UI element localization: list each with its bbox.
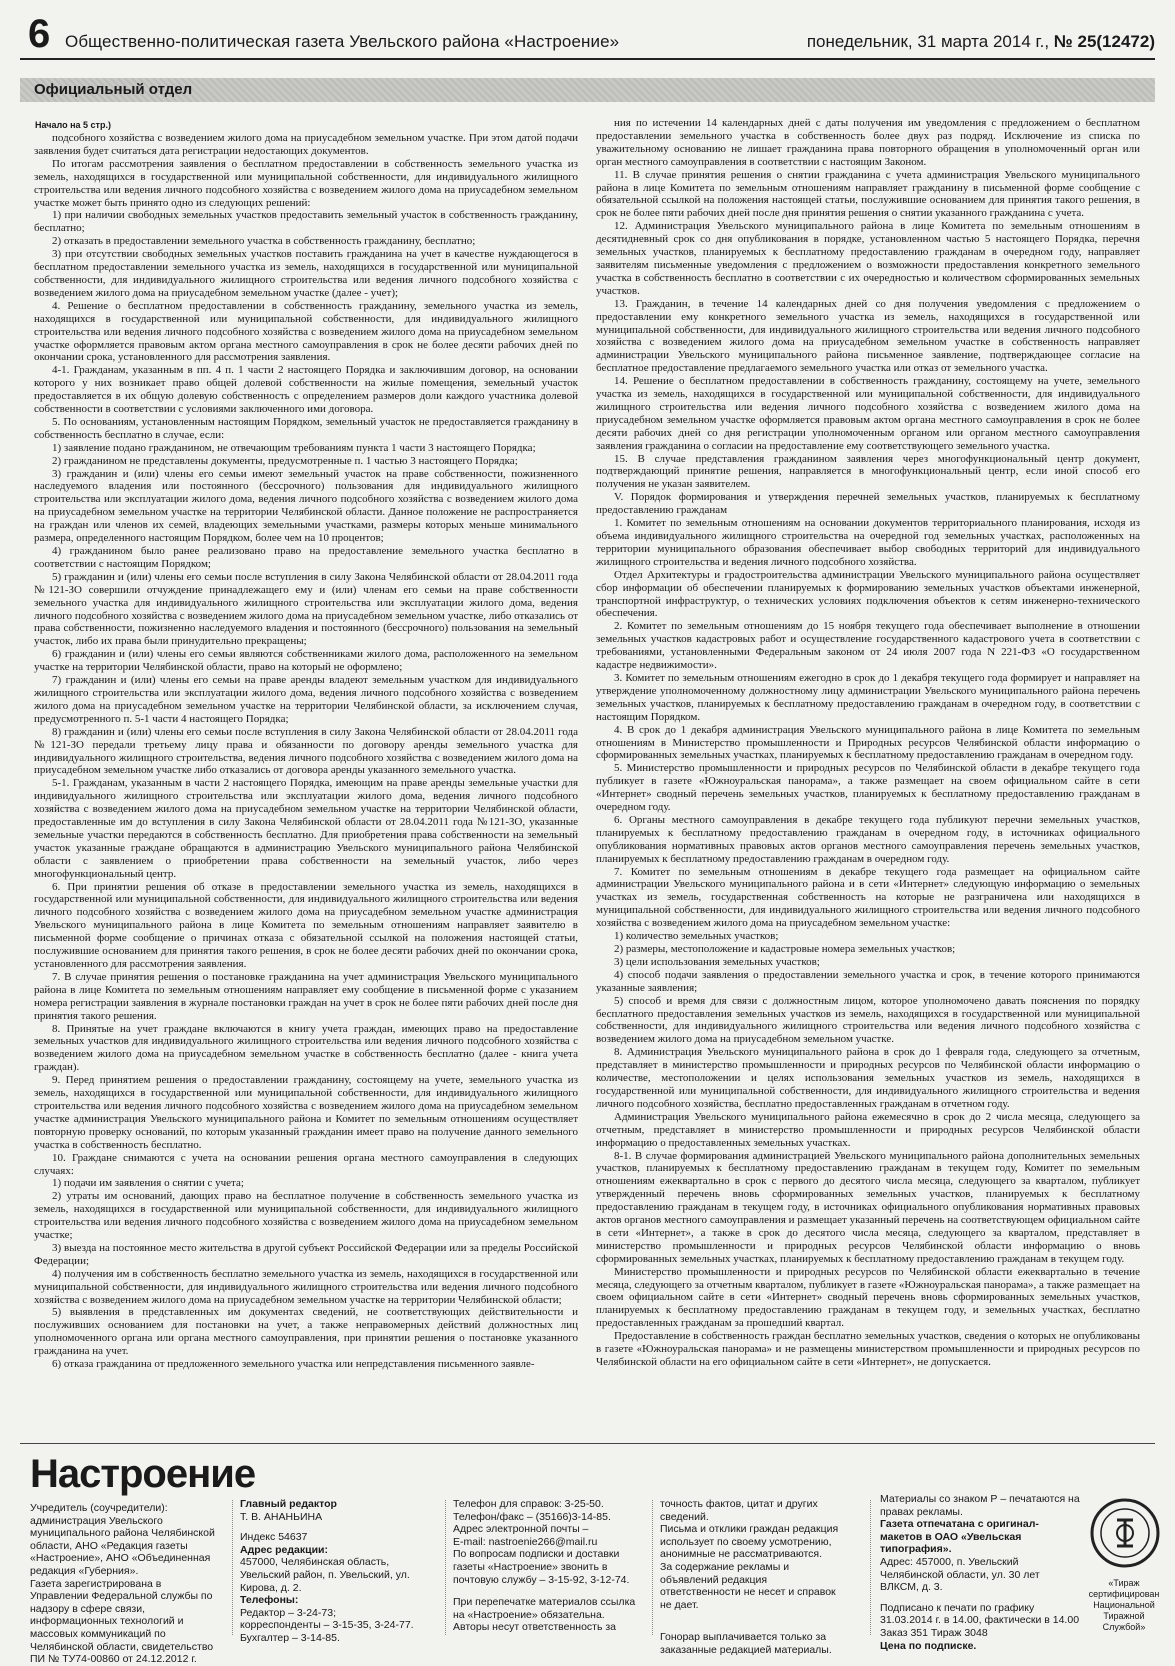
article-paragraph: 5) гражданин и (или) члены его семьи после вступления в силу Закона Челябинской области от 28.04.2011 года №121-ЗО совершили отчуждение принадлежащего ему и (или) членам его семьи на праве собственности земельного участка для индивидуального жилищного строительства или эксплуатации жилого дома, ведения личного подсобного хозяйства с возведением жилого дома на приусадебном земельном участке, либо отказались от права собственности, пожизненно наследуемого владения и постоянного (бессрочного) пользования на земельный участок, либо их права были принудительно прекращены; <box>34 570 578 648</box>
contacts-block <box>453 1498 643 1634</box>
article-paragraph: 8-1. В случае формирования администрацией Увельского муниципального района дополнительных земельных участков, планируемых к бесплатному предоставлению гражданам в текущем году, Комитет по земельным отношениям ежеквартально в срок с первого до десятого числа месяца, следующего за кварталом, публикует утвержденный перечень вновь сформированных земельных участков, планируемых к бесплатному предоставлению гражданам в текущем году, в источниках официального опубликования нормативных правовых актов органов местного самоуправления и размещает указанный перечень на соответствующем официальном сайте в сети «Интернет», а также в срок до десятого числа месяца, следующего за кварталом, представляет в министерство промышленности и природных ресурсов Челябинской области информацию о вновь сформированных земельных участках, планируемых к бесплатному предоставлению гражданам в текущем году. <box>596 1149 1140 1265</box>
article-paragraph: 4) гражданином было ранее реализовано право на предоставление земельного участка бесплатно в соответствии с настоящим Порядком; <box>34 545 578 570</box>
article-paragraph: 6) отказа гражданина от предложенного земельного участка или непредставления письменного заявле- <box>52 1358 535 1371</box>
footer-separator <box>652 1500 653 1635</box>
article-paragraph: 2) утраты им оснований, дающих право на бесплатное получение в собственность земельного участка из земель, находящихся в государственной или муниципальной собственности, для индивидуального жилищного строительства или ведения личного подсобного хозяйства с возведением жилого дома на приусадебном земельном участке; <box>34 1190 578 1242</box>
article-paragraph: 14. Решение о бесплатном предоставлении в собственность гражданину, состоящему на учете, земельного участка из земель, находящихся в государственной или муниципальной собственности, для индивидуального жилищного строительства или ведения личного подсобного хозяйства с возведением жилого дома на приусадебном земельном участке оформляется правовым актом органа местного самоуправления в срок не более десяти рабочих дней со дня регистрации уполномоченным органом или органом местного самоуправления заявления гражданина о согласии на предоставление ему соответствующего земельного участка. <box>596 375 1140 452</box>
article-paragraph: 3) гражданин и (или) члены его семьи имеют земельный участок на праве собственности, пожизненного наследуемого владения или постоянного (бессрочного) пользования для индивидуального жилищного строительства или эксплуатации жилого дома, ведения личного подсобного хозяйства с возведением жилого дома на приусадебном земельном участке на территории Челябинской области. Данное положение не распространяется на граждан или членов их семей, владеющих земельными участками, размеры которых меньше минимального размера, определенного настоящим Порядком, более чем на 10 процентов; <box>34 467 578 545</box>
phones-label: Телефоны: <box>240 1594 299 1607</box>
contact-line: Телефон для справок: 3-25-50. <box>453 1498 604 1510</box>
article-paragraph: 3) выезда на постоянное место жительства в другой субъект Российской Федерации или за пределы Российской Федерации; <box>34 1241 578 1267</box>
article-paragraph: Министерство промышленности и природных ресурсов по Челябинской области ежеквартально в течение месяца, следующего за отчетным кварталом, публикует в газете «Южноуральская панорама», а также размещает на своем официальном сайте в сети «Интернет» сводный перечень вновь сформированных земельных участков, планируемых к бесплатному предоставлению гражданам в текущем году, и земельных участках, бесплатно предоставленных гражданам за прошедший квартал. <box>596 1265 1140 1330</box>
article-paragraph: 4) способ подачи заявления о предоставлении земельного участка и срок, в течение которого принимаются указанные заявления; <box>596 968 1140 994</box>
footer-separator <box>870 1500 871 1635</box>
print-line: Заказ 351 Тираж 3048 <box>880 1626 988 1639</box>
article-paragraph: Предоставление в собственность граждан бесплатно земельных участков, сведения о которых не опубликованы в газете «Южноуральская панорама» и не размещены министерством промышленности и природных ресурсов по Челябинской области на его официальном сайте в сети «Интернет», не допускается. <box>596 1330 1140 1368</box>
print-info-block <box>880 1493 1080 1652</box>
page-header <box>20 12 1155 60</box>
contact-line: Адрес электронной почты – <box>453 1523 589 1536</box>
article-paragraph: 1) количество земельных участков; <box>614 930 779 943</box>
newspaper-logo: Настроение <box>30 1452 256 1496</box>
article-paragraph: 6. При принятии решения об отказе в предоставлении земельного участка из земель, находящихся в государственной или муниципальной собственности, для индивидуального жилищного строительства или ведения личного подсобного хозяйства с возведением жилого дома на приусадебном земельном участке администрация Увельского муниципального района в лице Комитета по земельным отношениям направляет заявителю в письменной форме сообщение о причинах отказа с обязательной ссылкой на положения настоящей статьи, послужившие основанием для принятия такого решения, в срок не более десяти рабочих дней по окончании срока, установленного для рассмотрения заявления. <box>34 880 578 970</box>
article-paragraph: 3) при отсутствии свободных земельных участков поставить гражданина на учет в качестве нуждающегося в бесплатном предоставлении земельного участка из земель, находящихся в государственной или муниципальной собственности, для индивидуального жилищного строительства или ведения личного подсобного хозяйства с возведением жилого дома на приусадебном земельном участке (далее - учет); <box>34 248 578 299</box>
article-paragraph: подсобного хозяйства с возведением жилого дома на приусадебном земельном участке. При этом датой подачи заявления будет считаться дата регистрации недостающих документов. <box>34 132 578 157</box>
circulation-seal-icon <box>1090 1498 1160 1568</box>
article-paragraph: 5. По основаниям, установленным настоящим Порядком, земельный участок не предоставляется гражданину в собственность бесплатно в случае, если: <box>34 415 578 441</box>
footer-separator <box>232 1500 233 1635</box>
founders-text: Учредитель (соучредители): администрация Увельского муниципального района Челябинской области, АНО «Редакция газеты «Настроение», АНО «Объединенная редакция «Губерния». <box>30 1502 215 1577</box>
index-text: Индекс 54637 <box>240 1531 308 1544</box>
responsibility-line: Письма и отклики граждан редакция использует по своему усмотрению, анонимные не рассматриваются. <box>660 1523 839 1561</box>
phone-line: корреспонденты – 3-15-35, 3-24-77. <box>240 1619 414 1632</box>
article-paragraph: 7) гражданин и (или) члены его семьи на праве аренды владеют земельным участком для индивидуального жилищного строительства или эксплуатации жилого дома, ведения личного подсобного хозяйства с возведением жилого дома на приусадебном земельном участке на территории Челябинской области, за исключением случая, предусмотренного п. 5-1 части 4 настоящего Порядка; <box>34 674 578 725</box>
article-paragraph: 7. В случае принятия решения о постановке гражданина на учет администрация Увельского муниципального района в лице Комитета по земельным отношениям направляет ему сообщение в письменной форме с указанием номера регистрации заявления в журнале постановки граждан на учет в срок не более пяти рабочих дней после дня принятия такого решения. <box>34 970 578 1022</box>
print-line: Адрес: 457000, п. Увельский Челябинской области, ул. 30 лет ВЛКСМ, д. 3. <box>880 1555 1040 1594</box>
section-bar <box>20 78 1155 102</box>
continued-note: Начало на 5 стр.) <box>35 120 111 130</box>
article-paragraph: 1) при наличии свободных земельных участков предоставить земельный участок в собственность гражданину, бесплатно; <box>34 209 578 235</box>
article-paragraph: 8. Принятые на учет граждане включаются в книгу учета граждан, имеющих право на предоставление земельных участков для индивидуального жилищного строительства или ведения личного подсобного хозяйства с возведением жилого дома на приусадебном земельном участке в собственность бесплатно (далее - книга учета граждан). <box>34 1022 578 1074</box>
right-article-column <box>596 117 1140 1434</box>
editor-label: Главный редактор <box>240 1498 337 1510</box>
article-paragraph: 8) гражданин и (или) члены его семьи после вступления в силу Закона Челябинской области от 28.04.2011 года №121-ЗО передали третьему лицу права и обязанности по договору аренды земельного участка для индивидуального жилищного строительства, ведения личного подсобного хозяйства с возведением жилого дома на приусадебном земельном участке либо отказались от договора аренды указанного земельного участка. <box>34 725 578 777</box>
article-paragraph: 1) заявление подано гражданином, не отвечающим требованиям пункта 1 части 3 настоящего Порядка; <box>52 441 536 454</box>
issue-date <box>807 32 1155 52</box>
article-paragraph: 5. Министерство промышленности и природных ресурсов по Челябинской области в декабре текущего года публикует в газете «Южноуральская панорама», а также размещает на своем официальном сайте в сети «Интернет» сводный перечень земельных участков, планируемых к бесплатному предоставлению гражданам в очередном году. <box>596 762 1140 814</box>
article-paragraph: 6. Органы местного самоуправления в декабре текущего года публикуют перечни земельных участков, планируемых к бесплатному предоставлению гражданам в очередном году, в источниках официального опубликования нормативных правовых актов органов местного самоуправления перечень земельных участков, планируемых к бесплатному предоставлению гражданам в очередном году. <box>596 813 1140 865</box>
newspaper-title: Общественно-политическая газета Увельского района «Настроение» <box>65 32 620 51</box>
issue-number: № 25(12472) <box>1053 32 1155 51</box>
article-paragraph: 11. В случае принятия решения о снятии гражданина с учета администрация Увельского муниципального района в лице Комитета по земельным отношениям направляет гражданину в письменной форме сообщение с обязательной ссылкой на положения настоящей статьи, послужившие основанием для принятия такого решения, в срок не более пяти рабочих дней после дня принятия решения о снятии указанного гражданина с учета. <box>596 168 1140 220</box>
article-paragraph: 4. В срок до 1 декабря администрация Увельского муниципального района в лице Комитета по земельным отношениям в Министерство промышленности и Природных ресурсов Челябинской области информацию о сформированных земельных участках, планируемых к бесплатному предоставлению гражданам в очередном году. <box>596 723 1140 762</box>
founders-block <box>30 1502 220 1666</box>
seal-caption: «Тираж сертифицирован Национальной Тиражной Службой» <box>1088 1578 1160 1632</box>
article-paragraph: 7. Комитет по земельным отношениям в декабре текущего года размещает на официальном сайте администрации Увельского муниципального района и в сети «Интернет» следующую информацию о земельных участках из земель, государственная собственность на которые не разграничена или находящихся в муниципальной собственности, для индивидуального жилищного строительства или ведения личного подсобного хозяйства с возведением жилого дома на приусадебном земельном участке: <box>596 865 1140 930</box>
article-paragraph: V. Порядок формирования и утверждения перечней земельных участков, планируемых к бесплатному предоставлению гражданам <box>596 491 1140 517</box>
responsibility-block <box>660 1498 850 1657</box>
article-paragraph: 10. Граждане снимаются с учета на основании решения органа местного самоуправления в следующих случаях: <box>34 1151 578 1177</box>
footer-divider <box>20 1443 1155 1444</box>
phone-line: Бухгалтер – 3-14-85. <box>240 1631 340 1644</box>
section-title: Официальный отдел <box>34 81 193 98</box>
editor-name: Т. В. АНАНЬИНА <box>240 1510 323 1523</box>
reprint-note: При перепечатке материалов ссылка на «Настроение» обязательна. Авторы несут ответственность за <box>453 1596 636 1634</box>
article-paragraph: 5-1. Гражданам, указанным в части 2 настоящего Порядка, имеющим на праве аренды земельные участки для индивидуального жилищного строительства или эксплуатации жилого дома, ведения личного подсобного хозяйства с возведением жилого дома на приусадебном земельном участке на территории Челябинской области, предоставленные им до вступления в силу Закона Челябинской области от 28.04.2011 года №121-ЗО, указанные земельные участки передаются в собственность бесплатно. Для приобретения права собственности на земельный участок указанные граждане обращаются в администрацию Увельского муниципального района Челябинской области с заявлением о приобретении права собственности на земельный участок, либо через многофункциональный центр. <box>34 777 578 880</box>
page-number: 6 <box>28 12 51 56</box>
date-text: понедельник, 31 марта 2014 г., <box>806 32 1050 51</box>
article-paragraph: 2) размеры, местоположение и кадастровые номера земельных участков; <box>614 943 956 955</box>
article-paragraph: 13. Гражданин, в течение 14 календарных дней со дня получения уведомления с предложением о предоставлении ему конкретного земельного участка из земель, находящихся в государственной или муниципальной собственности, для индивидуального жилищного строительства или ведения личного подсобного хозяйства с возведением жилого дома на приусадебном земельном участке в собственность направляет администрации Увельского муниципального района письменное заявление, подтверждающее согласие на бесплатное предоставление предлагаемого земельного участка или отказ от земельного участка. <box>596 297 1140 375</box>
print-line: Подписано к печати по графику 31.03.2014 г. в 14.00, фактически в 14.00 <box>880 1601 1080 1627</box>
left-article-column <box>34 132 578 1434</box>
phone-line: Редактор – 3-24-73; <box>240 1606 336 1619</box>
responsibility-line: точность фактов, цитат и других сведений. <box>660 1498 818 1523</box>
article-paragraph: 6) гражданин и (или) члены его семьи являются собственниками жилого дома, расположенного на земельном участке на территории Челябинской области, право на который не оформлено; <box>34 648 578 674</box>
article-paragraph: Отдел Архитектуры и градостроительства администрации Увельского муниципального района осуществляет сбор информации об обеспечении планируемых к формированию земельных участков объектами инженерной, транспортной инфраструктур, о технических условиях подключения объектов к сетям инженерно-технического обеспечения. <box>596 568 1140 620</box>
email-text: E-mail: nastroenie266@mail.ru <box>453 1535 598 1548</box>
article-paragraph: 5) способ и время для связи с должностным лицом, которое уполномочено давать пояснения по порядку бесплатного предоставления земельных участков из земель, находящихся в государственной или муниципальной собственности, для индивидуального жилищного строительства или ведения личного подсобного хозяйства с возведением жилого дома на приусадебном земельном участке. <box>596 994 1140 1046</box>
article-paragraph: По итогам рассмотрения заявления о бесплатном предоставлении в собственность земельного участка из земель, находящихся в государственной или муниципальной собственности, для индивидуального жилищного строительства или ведения личного подсобного хозяйства с возведением жилого дома на приусадебном земельном участке может быть принято одно из следующих решений: <box>34 157 578 209</box>
article-paragraph: 9. Перед принятием решения о предоставлении гражданину, состоящему на учете, земельного участка из земель, находящихся в государственной или муниципальной собственности, для индивидуального жилищного строительства или ведения личного подсобного хозяйства с возведением жилого дома на приусадебном земельном участке администрация Увельского муниципального района и Комитет по земельным отношениям осуществляет повторную проверку оснований, по которым указанный гражданин имеет право на получение данного земельного участка в собственность бесплатно. <box>34 1074 578 1151</box>
article-paragraph: 1. Комитет по земельным отношениям на основании документов территориального планирования, исходя из объема индивидуального жилищного строительства на очередной год земельных участках, расположенных на территории муниципального образования обеспечивает выбор свободных территорий для индивидуального жилищного строительства и ведения личного подсобного хозяйства. <box>596 517 1140 568</box>
article-paragraph: 1) подачи им заявления о снятии с учета; <box>52 1177 244 1190</box>
article-paragraph: 3. Комитет по земельным отношениям ежегодно в срок до 1 декабря текущего года формирует и направляет на утверждение уполномоченному должностному лицу администрации Увельского муниципального района перечень земельных участков, планируемых к бесплатному предоставлению гражданам в очередном году, в соответствии с настоящим Порядком. <box>596 671 1140 723</box>
responsibility-line: За содержание рекламы и объявлений редакция ответственности не несет и справок не дает. <box>660 1560 836 1611</box>
responsibility-line: Гонорар выплачивается только за заказанные редакцией материалы. <box>660 1631 832 1656</box>
article-paragraph: 5) выявления в представленных им документах сведений, не соответствующих действительности и послуживших основанием для постановки на учет, а также неправомерных действий должностных лиц уполномоченного органа или органа местного самоуправления, при принятии решения о постановке указанного гражданина на учет. <box>34 1306 578 1358</box>
print-line: Цена по подписке. <box>880 1639 977 1652</box>
article-paragraph: 4) получения им в собственность бесплатно земельного участка из земель, находящихся в государственной или муниципальной собственности, для индивидуального жилищного строительства или ведения личного подсобного хозяйства с возведением жилого дома на приусадебном земельном участке на территории Челябинской области; <box>34 1267 578 1306</box>
article-paragraph: 3) цели использования земельных участков; <box>614 955 820 968</box>
registration-text: Газета зарегистрирована в Управлении Федеральной службы по надзору в сфере связи, информационных технологий и массовых коммуникаций по Челябинской области, свидетельство ПИ № ТУ74-00860 от 24.12.2012 г. <box>30 1577 214 1666</box>
article-paragraph: 15. В случае представления гражданином заявления через многофункциональный центр документ, подтверждающий принятие решения, направляется в многофункциональный центр, если иной способ его получения не указан заявителем. <box>596 452 1140 491</box>
address-label: Адрес редакции: <box>240 1543 328 1556</box>
footer-separator <box>445 1500 446 1635</box>
article-paragraph: 12. Администрация Увельского муниципального района в лице Комитета по земельным отношениям в десятидневный срок со дня опубликования в порядке, установленном частью 5 настоящего Порядка, перечня земельных участков, планируемых к бесплатному предоставлению гражданам в очередном году, направляет заявителям письменные уведомления с предложением о возможности предоставления конкретного земельного участка в собственность бесплатно в соответствии с их очередностью и количеством сформированных земельных участков. <box>596 220 1140 297</box>
contact-line: Телефон/факс – (35166)3-14-85. <box>453 1510 611 1523</box>
article-paragraph: 4. Решение о бесплатном предоставлении в собственность гражданину, земельного участка из земель, находящихся в государственной или муниципальной собственности, для индивидуального жилищного строительства или ведения личного подсобного хозяйства с возведением жилого дома на приусадебном земельном участке оформляется правовым актом органа местного самоуправления в срок не более десяти рабочих дней по окончании срока, установленного для рассмотрения заявления. <box>34 299 578 364</box>
article-paragraph: 2. Комитет по земельным отношениям до 15 ноября текущего года обеспечивает выполнение в отношении земельных участков кадастровых работ и осуществление государственного кадастрового учета в соответствии с требованиями, установленными Федеральным законом от 24 июля 2007 года N 221-ФЗ «О государственном кадастре недвижимости». <box>596 620 1140 672</box>
print-line: Газета отпечатана с оригинал-макетов в ОАО «Увельская типография». <box>880 1518 1039 1556</box>
article-paragraph: 8. Администрация Увельского муниципального района в срок до 1 февраля года, следующего за отчетным, представляет в министерство промышленности и природных ресурсов по Челябинской области информацию о количестве, местоположении и целях использования земельных участков из земель, находящихся в государственной или муниципальной собственности, для индивидуального жилищного строительства и ведения личного подсобного хозяйства, бесплатно предоставленных гражданам в отчетном году. <box>596 1046 1140 1110</box>
print-line: Материалы со знаком Р – печатаются на правах рекламы. <box>880 1493 1080 1518</box>
article-paragraph: Администрация Увельского муниципального района ежемесячно в срок до 2 числа месяца, следующего за отчетным, представляет в министерство промышленности и природных ресурсов Челябинской области информацию о предоставленных земельных участках. <box>596 1110 1140 1149</box>
article-paragraph: 2) гражданином не представлены документы, предусмотренные п. 1 частью 3 настоящего Порядка; <box>52 454 518 467</box>
article-paragraph: 4-1. Гражданам, указанным в пп. 4 п. 1 части 2 настоящего Порядка и заключившим договор, на основании которого у них возникает право общей долевой собственности на жилые помещения, земельный участок предоставляется в их общую долевую собственность с определением размеров доли каждого участника долевой собственности в соответствии с условиями заключенного ими договора. <box>34 364 578 416</box>
article-paragraph: ния по истечении 14 календарных дней с даты получения им уведомления с предложением о бесплатном предоставлении земельного участка в собственность более двух раз подряд. Исключение из списка по уважительному основанию не лишает гражданина права повторного обращения в уполномоченный орган или орган местного самоуправления в соответствии с настоящим Законом. <box>596 117 1140 168</box>
article-paragraph: 2) отказать в предоставлении земельного участка в собственность гражданину, бесплатно; <box>52 235 476 248</box>
address-text: 457000, Челябинская область, Увельский район, п. Увельский, ул. Кирова, д. 2. <box>240 1556 410 1594</box>
editorial-block <box>240 1498 430 1645</box>
contact-line: По вопросам подписки и доставки газеты «Настроение» звонить в почтовую службу – 3-15-92, 3-12-74. <box>453 1548 630 1586</box>
